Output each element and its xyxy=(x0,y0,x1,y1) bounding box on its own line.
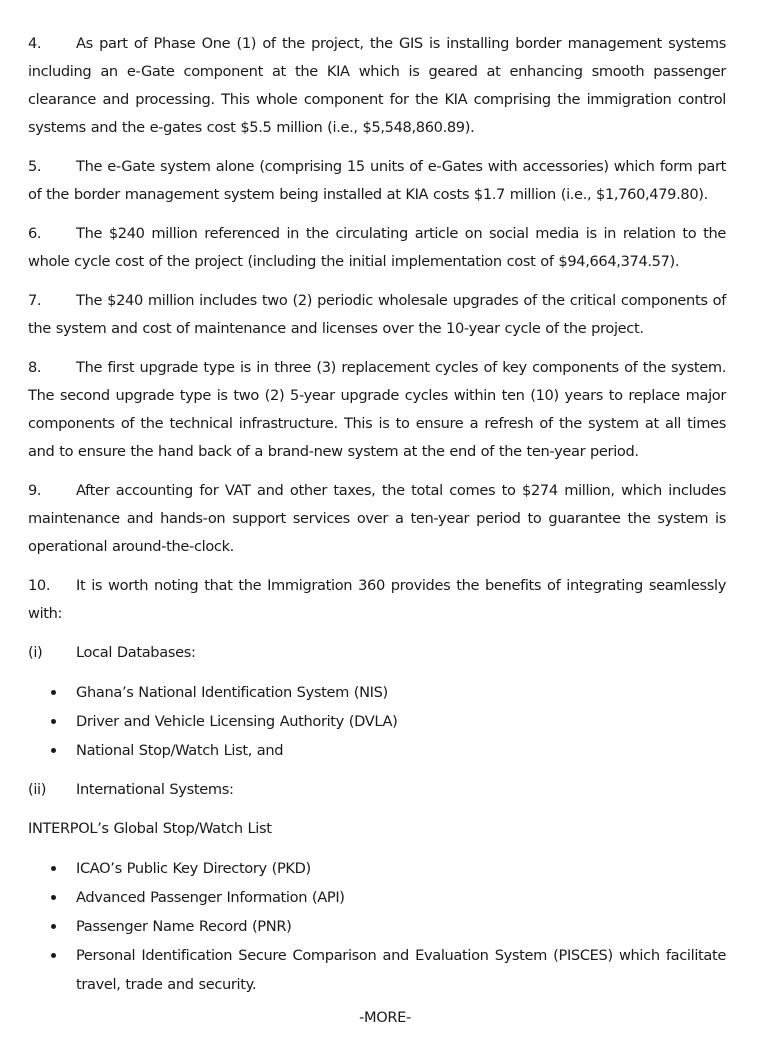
document-page xyxy=(28,30,726,1010)
paragraph-number: 10. xyxy=(28,577,51,594)
bullet-icon xyxy=(51,690,56,695)
paragraph-number: 8. xyxy=(28,359,42,376)
bullet-icon xyxy=(51,719,56,724)
paragraph-7 xyxy=(28,287,726,343)
paragraph-number: 7. xyxy=(28,292,42,309)
paragraph-9 xyxy=(28,477,726,561)
more-marker: -MORE- xyxy=(359,1009,411,1026)
paragraph-6 xyxy=(28,220,726,276)
paragraph-8 xyxy=(28,354,726,466)
local-databases-heading xyxy=(28,639,726,667)
paragraph-text: The $240 million includes two (2) periodic wholesale upgrades of the critical components of the system and cost of maintenance and licenses over the 10-year cycle of the project. xyxy=(28,292,726,337)
list-item: Ghana’s National Identification System (NIS) xyxy=(28,678,726,707)
list-item: Personal Identification Secure Comparison and Evaluation System (PISCES) which facilitate travel, trade and security. xyxy=(28,941,726,999)
paragraph-text: As part of Phase One (1) of the project, the GIS is installing border management systems including an e-Gate component at the KIA which is geared at enhancing smooth passenger clearance and processing. This whole component for the KIA comprising the immigration control systems and the e-gates cost $5.5 million (i.e., $5,548,860.89). xyxy=(28,35,726,136)
bullet-icon xyxy=(51,953,56,958)
sub-heading: International Systems: xyxy=(76,781,234,798)
paragraph-number: 9. xyxy=(28,482,42,499)
international-systems-list xyxy=(28,854,726,999)
list-item: Passenger Name Record (PNR) xyxy=(28,912,726,941)
paragraph-number: 5. xyxy=(28,158,42,175)
paragraph-text: The first upgrade type is in three (3) replacement cycles of key components of the system. The second upgrade type is two (2) 5-year upgrade cycles within ten (10) years to replace major components of the technical infrastructure. This is to ensure a refresh of the system at all times and to ensure the hand back of a brand-new system at the end of the ten-year period. xyxy=(28,359,726,460)
paragraph-number: 6. xyxy=(28,225,42,242)
bullet-icon xyxy=(51,924,56,929)
list-item: National Stop/Watch List, and xyxy=(28,736,726,765)
paragraph-10 xyxy=(28,572,726,628)
paragraph-number: 4. xyxy=(28,35,42,52)
bullet-icon xyxy=(51,866,56,871)
sub-number: (ii) xyxy=(28,781,47,798)
list-item: Driver and Vehicle Licensing Authority (DVLA) xyxy=(28,707,726,736)
paragraph-text: After accounting for VAT and other taxes, the total comes to $274 million, which includes maintenance and hands-on support services over a ten-year period to guarantee the system is operational around-the-clock. xyxy=(28,482,726,555)
paragraph-text: It is worth noting that the Immigration 360 provides the benefits of integrating seamlessly with: xyxy=(28,577,726,622)
local-databases-list xyxy=(28,678,726,765)
bullet-icon xyxy=(51,895,56,900)
bullet-icon xyxy=(51,748,56,753)
paragraph-text: The e-Gate system alone (comprising 15 units of e-Gates with accessories) which form part of the border management system being installed at KIA costs $1.7 million (i.e., $1,760,479.80). xyxy=(28,158,726,203)
sub-number: (i) xyxy=(28,644,43,661)
paragraph-text: The $240 million referenced in the circulating article on social media is in relation to the whole cycle cost of the project (including the initial implementation cost of $94,664,374.57). xyxy=(28,225,726,270)
sub-heading: Local Databases: xyxy=(76,644,196,661)
list-item: Advanced Passenger Information (API) xyxy=(28,883,726,912)
paragraph-4 xyxy=(28,30,726,142)
interpol-line: INTERPOL’s Global Stop/Watch List xyxy=(28,820,272,837)
list-item: ICAO’s Public Key Directory (PKD) xyxy=(28,854,726,883)
paragraph-5 xyxy=(28,153,726,209)
international-systems-heading xyxy=(28,776,726,804)
